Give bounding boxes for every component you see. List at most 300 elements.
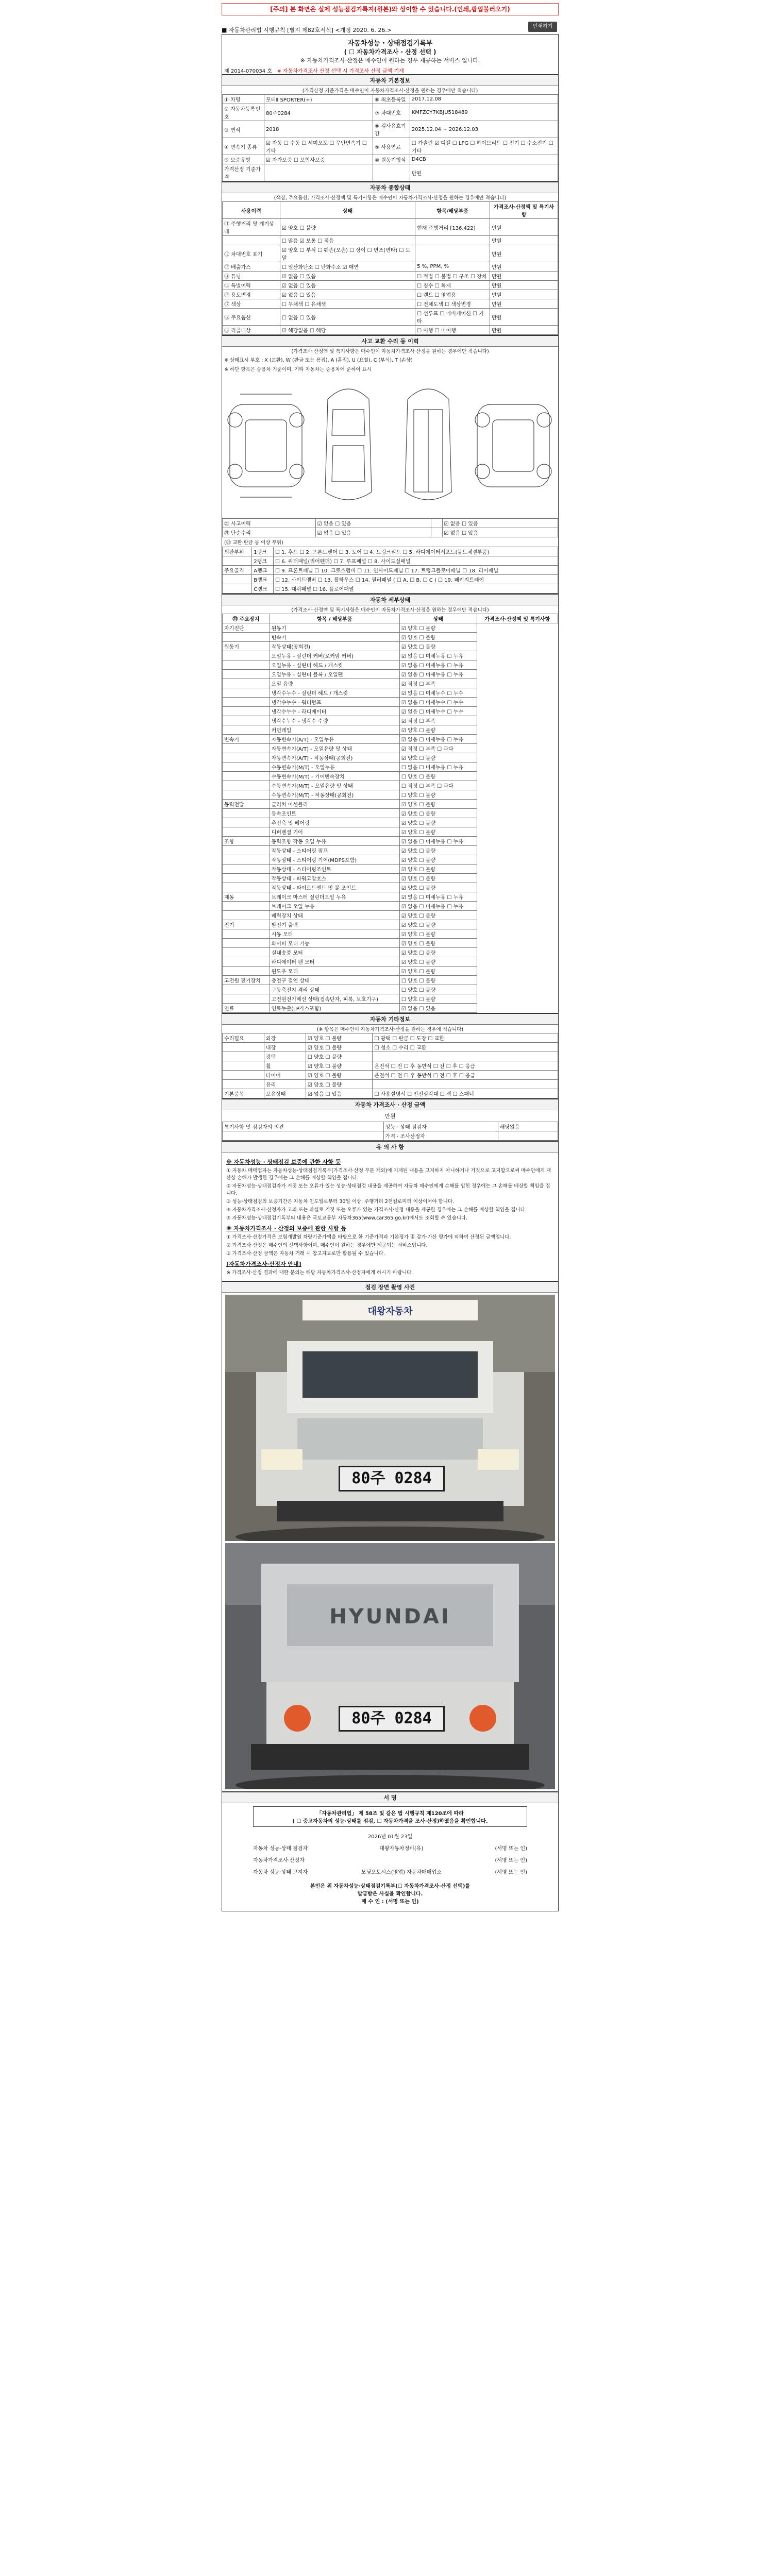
accident-row [223,519,558,528]
notes-paragraph: ② 자동차성능·상태점검자가 거짓 또는 오류가 있는 성능·상태점검 내용을 제공하여 자동차 매수인에게 손해를 입힌 경우에는 그 손해를 배상할 책임을 집니다. [226,1183,550,1196]
table-cell: ☑ 없음 ☐ 있음 [442,528,558,537]
other-info-row [223,1061,558,1071]
table-cell [223,660,270,670]
detail-status-row [223,846,558,855]
table-cell: ☐ 일산화탄소 ☐ 탄화수소 ☑ 매연 [280,262,415,272]
table-cell: 광택 [264,1052,306,1061]
panel-rank-row [223,566,558,575]
detail-status-row [223,762,558,772]
detail-status-row [223,874,558,883]
table-cell: ☑ 양호 ☐ 불량 [306,1043,373,1052]
table-cell [373,1080,558,1089]
detail-status-row [223,837,558,846]
table-cell: 연료 [223,1004,270,1013]
table-cell: 작동상태 - 스티어링 펌프 [270,846,399,855]
table-cell: 만원 [490,262,558,272]
table-cell: 수동변속기(M/T) - 기어변속장치 [270,772,399,781]
basic-info-row [223,104,558,121]
table-cell: 냉각수누수 - 실린더 헤드 / 개스킷 [270,688,399,698]
table-cell: 자동변속기(A/T) - 오일유량 및 상태 [270,744,399,753]
detail-status-row [223,827,558,837]
table-cell [373,1052,558,1061]
table-cell: ☑ 없음 ☐ 있음 [399,1004,477,1013]
overall-status-table [222,201,558,335]
detail-status-row [223,707,558,716]
detail-status-row [223,1004,558,1013]
table-cell: 브레이크 오일 누유 [270,902,399,911]
table-cell: ☑ 적정 ☐ 부족 ☐ 과다 [399,744,477,753]
table-cell [223,985,270,994]
table-cell: 변속기 [270,633,399,642]
other-info-row [223,1089,558,1098]
detail-status-row [223,633,558,642]
table-cell: KMFZCY7KBJU518489 [410,104,558,121]
other-info-row [223,1043,558,1052]
table-cell: 시동 모터 [270,929,399,939]
table-cell: B랭크 [252,575,274,584]
table-cell: ☐ 렌트 ☐ 영업용 [415,290,490,299]
table-cell: 포터Ⅱ SPORTER(+) [264,95,373,104]
front-photo-sign: 대왕자동차 [367,1306,413,1317]
column-header: 가격조사·산정액 및 특기사항 [477,614,558,623]
table-cell [223,1071,264,1080]
section-basic-info-title: 자동차 기본정보 [222,74,558,86]
column-header: 상태 [399,614,477,623]
table-cell: 운전석 ☐ 전 ☐ 후 동반석 ☐ 전 ☐ 후 ☐ 응급 [373,1071,558,1080]
basic-info-row [223,95,558,104]
table-cell [498,1131,558,1141]
signature-field: (서명 또는 인) [495,1846,527,1852]
detail-status-row [223,651,558,660]
table-cell: ☐ 없음 ☐ 있음 [280,309,415,326]
signature-field: 모닝오토시스(영업) 자동차매매업소 [361,1870,442,1875]
status-legend-2: ※ 하단 항목은 승용차 기준이며, 기타 자동차는 승용차에 준하여 표시 [224,367,372,372]
overall-status-row [223,281,558,290]
table-cell: ☑ 양호 ☐ 불량 [306,1080,373,1089]
table-cell [415,236,490,245]
signature-date: 2026년 01월 23일 [367,1834,413,1840]
table-cell: 동력전달 [223,800,270,809]
table-cell: 변속기 [223,735,270,744]
table-cell [373,164,410,181]
table-cell [223,556,252,566]
panel-rank-row [223,547,558,556]
table-cell: 5 %, PPM, % [415,262,490,272]
form-header: ■ 자동차관리법 시행규칙 [별지 제82호서식] <개정 2020. 6. 26.> [222,27,392,33]
table-cell [223,957,270,967]
status-legend: ※ 상태표시 부호 : X (교환), W (판금 또는 용접), A (흠집), U (요철), C (부식), T (손상) [224,358,413,363]
table-cell: 오일누유 - 실린더 블록 / 오일팬 [270,670,399,679]
table-cell [223,716,270,725]
table-cell: 냉각수누수 - 냉각수 수량 [270,716,399,725]
special-note-row [223,1131,558,1141]
doc-subtitle: ( ☐ 자동차가격조사 · 산정 선택 ) [344,48,436,56]
detail-status-row [223,781,558,790]
table-cell: 특기사항 및 점검자의 의견 [223,1122,384,1131]
table-cell [223,967,270,976]
table-cell: ☑ 자동 ☐ 수동 ☐ 세미오토 ☐ 무단변속기 ☐ 기타 [264,138,373,155]
column-header: 가격조사·산정액 및 특기사항 [490,202,558,219]
detail-status-row [223,679,558,688]
table-cell: 만원 [490,245,558,262]
section-accident-note: (가격조사·산정액 및 특기사항은 매수인이 자동차가격조사·산정을 원하는 경우에만 적습니다) [291,349,489,354]
table-cell: ③ 연식 [223,121,264,138]
table-cell: ☑ 자가보증 ☐ 보험사보증 [264,155,373,164]
price-note: ※ 자동차가격조사 산정 선택 시 가격조사 산정 금액 기재 [277,69,404,74]
detail-status-row [223,725,558,735]
detail-status-row [223,976,558,985]
table-cell: 외장 [264,1033,306,1043]
other-info-row [223,1033,558,1043]
section-overall-note: (색상, 주요옵션, 가격조사·산정액 및 특기사항은 매수인이 자동차가격조사·산정을 원하는 경우에만 적습니다) [274,195,507,201]
table-cell: ☑ 적정 ☐ 부족 [399,716,477,725]
table-cell: ☐ 침수 ☐ 화재 [415,281,490,290]
notes-heading-2: ※ 자동차가격조사 · 산정의 보증에 관한 사항 등 [226,1225,346,1232]
table-cell: 가격산정 기준가격 [223,164,264,181]
table-cell: 만원 [490,309,558,326]
table-cell: 내장 [264,1043,306,1052]
detail-status-row [223,967,558,976]
table-cell: ☑ 해당없음 ☐ 해당 [280,326,415,335]
panel-rank-row [223,575,558,584]
table-cell: 만원 [490,272,558,281]
detail-status-row [223,623,558,633]
table-cell: 제동 [223,892,270,902]
buyer-confirmation [222,1877,558,1911]
table-cell [223,575,252,584]
detail-status-row [223,883,558,892]
overall-status-row [223,262,558,272]
table-cell: ☐ 9. 프론트패널 ☐ 10. 크로스멤버 ☐ 11. 인사이드패널 ☐ 17. 트렁크플로어패널 ☐ 18. 리어패널 [274,566,558,575]
table-cell: ⑥ 최초등록일 [373,95,410,104]
table-cell [264,164,373,181]
table-cell: ☐ 광택 ☐ 판금 ☐ 도장 ☐ 교환 [373,1033,558,1043]
table-cell: ☑ 양호 ☐ 불량 [306,1061,373,1071]
table-cell: 윈도우 모터 [270,967,399,976]
table-cell: 충전구 절연 상태 [270,976,399,985]
table-cell [223,772,270,781]
print-button[interactable]: 인쇄하기 [528,22,557,32]
table-cell: 성능 · 상태 점검자 [383,1122,498,1131]
car-outline-diagram [222,374,558,518]
table-cell: 2랭크 [252,556,274,566]
table-cell: 디퍼렌셜 기어 [270,827,399,837]
panel-rank-table [222,547,558,594]
detail-status-row [223,948,558,957]
table-cell: 작동상태(공회전) [270,642,399,651]
table-cell: ☐ 없음 ☐ 미세누유 ☐ 누유 [399,762,477,772]
table-cell: 커먼레일 [270,725,399,735]
other-info-row [223,1071,558,1080]
rear-license-plate: 80주 0284 [339,1706,445,1732]
table-cell [223,1052,264,1061]
doc-number: 제 2014-070034 호 [224,69,272,74]
table-cell [223,994,270,1004]
table-cell: 냉각수누수 - 라디에이터 [270,707,399,716]
table-cell: 전기 [223,920,270,929]
table-cell: ☐ 양호 ☐ 불량 [306,1052,373,1061]
table-cell [223,827,270,837]
buyer-confirmation-line: 본인은 위 자동차성능·상태점검기록부(☐ 자동차가격조사·산정 선택)를 [310,1884,470,1889]
rear-photo-sign: HYUNDAI [329,1605,451,1629]
detail-status-row [223,642,558,651]
table-cell: 만원 [490,236,558,245]
notes-paragraph: ② 가격조사·산정은 매수인의 선택사항이며, 매수인이 원하는 경우에만 제공되는 서비스입니다. [226,1243,428,1248]
table-cell: 클러치 어셈블리 [270,800,399,809]
table-cell: ☑ 없음 ☐ 미세누수 ☐ 누수 [399,707,477,716]
detail-status-row [223,902,558,911]
table-cell: ☑ 양호 ☐ 불량 [399,809,477,818]
table-cell [223,1080,264,1089]
signature-field: 자동차 성능·상태 점검자 [253,1846,308,1852]
table-cell: ⑤ 보증유형 [223,155,264,164]
table-cell: ☑ 양호 ☐ 불량 [399,725,477,735]
table-cell: 브레이크 마스터 실린더오일 누유 [270,892,399,902]
detail-status-row [223,688,558,698]
table-cell: ☑ 없음 ☐ 미세누유 ☐ 누유 [399,670,477,679]
table-cell: ☑ 양호 ☐ 불량 [306,1071,373,1080]
table-cell: ☐ 양호 ☐ 불량 [399,976,477,985]
table-cell: ⑱ 주요옵션 [223,309,280,326]
section-basic-info-note: (가격산정 기준가격은 매수인이 자동차가격조사·산정을 원하는 경우에만 적습니다) [302,88,478,94]
photos-title: 점검 장면 촬영 사진 [222,1281,558,1293]
table-cell: 실내송풍 모터 [270,948,399,957]
table-cell: ☐ 전체도색 ☐ 색상변경 [415,299,490,309]
table-cell: ☑ 없음 ☐ 있음 [280,272,415,281]
table-cell: 오일누유 - 실린더 헤드 / 개스킷 [270,660,399,670]
table-cell: 연료누출(LP가스포함) [270,1004,399,1013]
detail-status-row [223,818,558,827]
table-cell: ☐ 청소 ☐ 수리 ☐ 교환 [373,1043,558,1052]
table-cell [223,790,270,800]
overall-status-row [223,219,558,236]
basic-info-row [223,155,558,164]
table-cell: 만원 [490,326,558,335]
table-cell: 2025.12.04 ~ 2026.12.03 [410,121,558,138]
table-cell: 자동변속기(A/T) - 오일누유 [270,735,399,744]
table-cell [415,245,490,262]
detail-status-row [223,800,558,809]
notes-paragraph-3: ※ 가격조사·산정 결과에 대한 문의는 해당 자동차가격조사·산정자에게 하시기 바랍니다. [226,1270,413,1276]
notes-section [222,1153,558,1281]
section-other-title: 자동차 기타정보 [222,1013,558,1025]
table-cell: ☑ 없음 ☐ 미세누유 ☐ 누유 [399,902,477,911]
table-cell: 80주0284 [264,104,373,121]
table-cell [223,670,270,679]
table-cell: 발전기 출력 [270,920,399,929]
overall-status-row [223,309,558,326]
basic-info-row [223,121,558,138]
doc-meta [222,66,558,74]
table-cell: ⑨ 사용연료 [373,138,410,155]
table-cell: ☐ 1. 후드 ☐ 2. 프론트펜더 ☐ 3. 도어 ☐ 4. 트렁크리드 ☐ 5. 라디에이터서포트(볼트체결부품) [274,547,558,556]
table-cell: 작동상태 - 스티어링 기어(MDPS포함) [270,855,399,865]
overall-status-row [223,326,558,335]
table-cell: ☑ 양호 ☐ 불량 [399,957,477,967]
table-cell: 현재 주행거리 [136,422] [415,219,490,236]
table-cell [223,762,270,772]
accident-table [222,518,558,537]
table-cell: ① 차명 [223,95,264,104]
table-cell [223,651,270,660]
detail-status-row [223,985,558,994]
accident-row [223,528,558,537]
notes-paragraph: ③ 가격조사·산정 금액은 자동차 거래 시 참고자료로만 활용될 수 있습니다. [226,1251,385,1257]
table-cell: ④ 변속기 종류 [223,138,264,155]
notes-paragraph: ① 가격조사·산정가격은 보험개발원 차량기준가액을 바탕으로 한 기준가격과 기본평가 및 감가·가산 평가에 의하여 산정된 금액입니다. [226,1234,511,1240]
table-cell: ☑ 없음 ☐ 미세누유 ☐ 누유 [399,837,477,846]
signature-title: 서 명 [222,1791,558,1803]
table-cell: 2018 [264,121,373,138]
front-photo [225,1295,555,1541]
table-cell: 타이어 [264,1071,306,1080]
table-cell [431,519,442,528]
table-cell: 2017.12.08 [410,95,558,104]
table-cell: ☑ 없음 ☐ 미세누유 ☐ 누유 [399,735,477,744]
table-cell: ⑳ 사고이력 [223,519,316,528]
notes-heading-3: [자동차가격조사·산정자 안내] [226,1261,301,1267]
detail-status-row [223,929,558,939]
section-price-title: 자동차 가격조사 · 산정 금액 [222,1098,558,1110]
table-cell: ☐ 15. 대쉬패널 ☐ 16. 플로어패널 [274,584,558,594]
table-cell: ☐ 양호 ☐ 불량 [399,790,477,800]
table-cell: ☑ 없음 ☐ 미세누수 ☐ 누수 [399,698,477,707]
table-cell [223,1061,264,1071]
special-note-row [223,1122,558,1131]
table-cell: 1랭크 [252,547,274,556]
panel-rank-row [223,556,558,566]
signature-row [222,1866,558,1877]
table-cell [223,1043,264,1052]
table-cell: A랭크 [252,566,274,575]
table-cell: ⑰ 색상 [223,299,280,309]
table-cell: ☑ 양호 ☐ 불량 [399,967,477,976]
table-cell [223,855,270,865]
detail-status-row [223,716,558,725]
detail-status-row [223,892,558,902]
table-cell [223,883,270,892]
table-cell: ⑭ 튜닝 [223,272,280,281]
table-cell: ⑲ 리콜대상 [223,326,280,335]
front-license-plate: 80주 0284 [339,1466,445,1492]
table-cell [223,948,270,957]
overall-status-row [223,290,558,299]
panel-note: (㉒ 교환·판금 등 이상 부위) [224,540,283,546]
table-cell: ⑯ 용도변경 [223,290,280,299]
detail-status-row [223,809,558,818]
table-cell: ☐ 가솔린 ☑ 디젤 ☐ LPG ☐ 하이브리드 ☐ 전기 ☐ 수소전기 ☐ 기타 [410,138,558,155]
detail-status-row [223,670,558,679]
table-cell: 만원 [490,219,558,236]
table-cell: ⑫ 차대번호 표기 [223,245,280,262]
detail-status-row [223,735,558,744]
table-cell: ☑ 없음 ☐ 있음 [442,519,558,528]
table-cell: ☑ 양호 ☐ 불량 [399,846,477,855]
table-cell: ☑ 양호 ☐ 불량 [399,883,477,892]
detail-status-row [223,865,558,874]
table-cell: ☑ 양호 ☐ 불량 [399,800,477,809]
table-cell: ☑ 양호 ☐ 불량 [399,929,477,939]
table-cell: 만원 [410,164,558,181]
table-cell: ⑩ 원동기형식 [373,155,410,164]
column-header: 상태 [280,202,415,219]
table-cell: 수동변속기(M/T) - 오일유량 및 상태 [270,781,399,790]
table-cell: 기본품목 [223,1089,264,1098]
table-cell: ⑪ 주행거리 및 계기상태 [223,219,280,236]
table-cell: ☑ 없음 ☐ 미세누유 ☐ 누유 [399,892,477,902]
detail-status-row [223,772,558,781]
table-cell: 고전원전기배선 상태(접속단자, 피복, 보호기구) [270,994,399,1004]
table-cell: 조향 [223,837,270,846]
table-cell: ☐ 많음 ☑ 보통 ☐ 적음 [280,236,415,245]
table-cell: 해당없음 [498,1122,558,1131]
table-cell [223,865,270,874]
notes-paragraph: ① 자동차 매매업자는 자동차성능·상태점검기록부(가격조사·산정 부분 제외)에 기재된 내용을 고지하지 아니하거나 거짓으로 고지함으로써 매수인에게 재산상 손해가 발생한 경우에는 그 손해를 배상할 책임을 집니다. [226,1168,551,1181]
table-cell: ☑ 양호 ☐ 불량 [399,818,477,827]
signature-field: (서명 또는 인) [495,1870,527,1875]
buyer-signature-line: 매 수 인 : (서명 또는 인) [361,1899,419,1905]
other-info-row [223,1080,558,1089]
column-header: 항목/해당부품 [415,202,490,219]
signature-field: 대왕자동차정비(유) [379,1846,424,1852]
column-header: 항목 / 해당부품 [270,614,399,623]
table-cell [223,874,270,883]
table-cell: ☐ 사용설명서 ☐ 안전삼각대 ☐ 잭 ☐ 스패너 [373,1089,558,1098]
notes-paragraph: ⑤ 자동차성능·상태점검기록부의 내용은 국토교통부 자동차365(www.car365.go.kr)에서도 조회할 수 있습니다. [226,1215,468,1221]
buyer-confirmation-line: 발급받은 사실을 확인합니다. [357,1891,423,1897]
table-cell: ☑ 양호 ☐ 불량 [306,1033,373,1043]
basic-info-row [223,138,558,155]
notes-title: 유 의 사 항 [222,1141,558,1153]
table-cell: ⑮ 특별이력 [223,281,280,290]
detail-status-row [223,855,558,865]
table-cell: 추진축 및 베어링 [270,818,399,827]
panel-rank-row [223,584,558,594]
table-cell: ☑ 적정 ☐ 부족 [399,679,477,688]
section-other-note: (※ 항목은 매수인이 자동차가격조사·산정을 원하는 경우에 적습니다) [316,1027,464,1032]
table-cell [223,902,270,911]
column-header: ㉓ 주요장치 [223,614,270,623]
table-cell: ☑ 없음 ☐ 있음 [306,1089,373,1098]
table-cell [223,818,270,827]
inspection-document [222,34,559,1911]
detail-status-row [223,920,558,929]
table-cell: C랭크 [252,584,274,594]
table-cell: 오일누유 - 실린더 커버(로커암 커버) [270,651,399,660]
table-cell [223,846,270,855]
table-cell: 오일 유량 [270,679,399,688]
table-cell: ☑ 양호 ☐ 불량 [399,827,477,837]
notice-banner: [주의] 본 화면은 실제 성능점검기록지(원본)와 상이할 수 있습니다.(인쇄,팝업불러오기) [222,3,559,15]
detail-status-row [223,660,558,670]
table-cell: ☐ 양호 ☐ 불량 [399,985,477,994]
table-cell [223,1131,384,1141]
table-cell: ☐ 이행 ☐ 미이행 [415,326,490,335]
vehicle-diagram [222,374,558,518]
table-cell [223,679,270,688]
table-cell: ☑ 양호 ☐ 불량 [280,219,415,236]
table-cell: 수동변속기(M/T) - 작동상태(공회전) [270,790,399,800]
table-cell: 등속조인트 [270,809,399,818]
section-overall-title: 자동차 종합상태 [222,181,558,193]
table-cell [223,753,270,762]
table-cell: 가격 · 조사산정자 [383,1131,498,1141]
table-cell: ☑ 양호 ☐ 불량 [399,948,477,957]
detail-status-row [223,698,558,707]
detail-status-row [223,753,558,762]
doc-title: 자동차성능 · 상태점검기록부 [347,40,433,47]
table-cell [223,929,270,939]
